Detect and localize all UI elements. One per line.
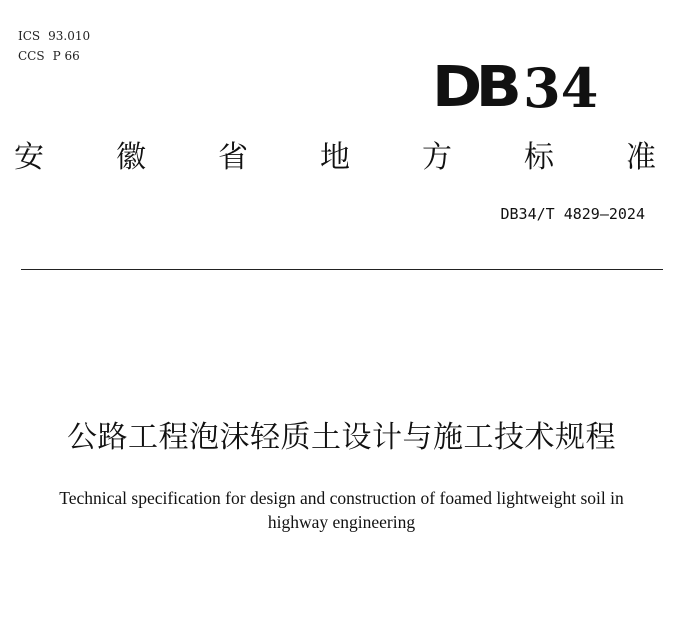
horizontal-rule [21, 269, 663, 270]
english-title [30, 486, 653, 534]
ccs-label: CCS [18, 49, 45, 63]
issuer-char: 准 [626, 140, 656, 175]
standard-number: DB34/T 4829—2024 [500, 205, 645, 223]
ics-code: 93.010 [48, 29, 91, 43]
ics-row [18, 26, 90, 46]
ccs-row [18, 46, 90, 66]
english-title-line-1: Technical specification for design and construction of foamed lightweight soil in [59, 488, 624, 508]
db-logo [432, 50, 612, 120]
logo-prefix: DB [432, 55, 516, 120]
logo-number: 34 [523, 56, 599, 120]
issuer-char: 安 [14, 140, 44, 175]
issuer-char: 省 [218, 140, 248, 175]
chinese-title: 公路工程泡沫轻质土设计与施工技术规程 [67, 420, 616, 455]
ccs-code: P 66 [52, 49, 80, 63]
ics-label: ICS [18, 29, 41, 43]
issuer-name [14, 138, 656, 178]
issuer-char: 地 [320, 140, 350, 175]
issuer-char: 标 [524, 140, 554, 175]
issuer-char: 徽 [116, 140, 146, 175]
classification-block [18, 26, 90, 66]
issuer-char: 方 [422, 140, 452, 175]
english-title-line-2: highway engineering [267, 512, 416, 532]
